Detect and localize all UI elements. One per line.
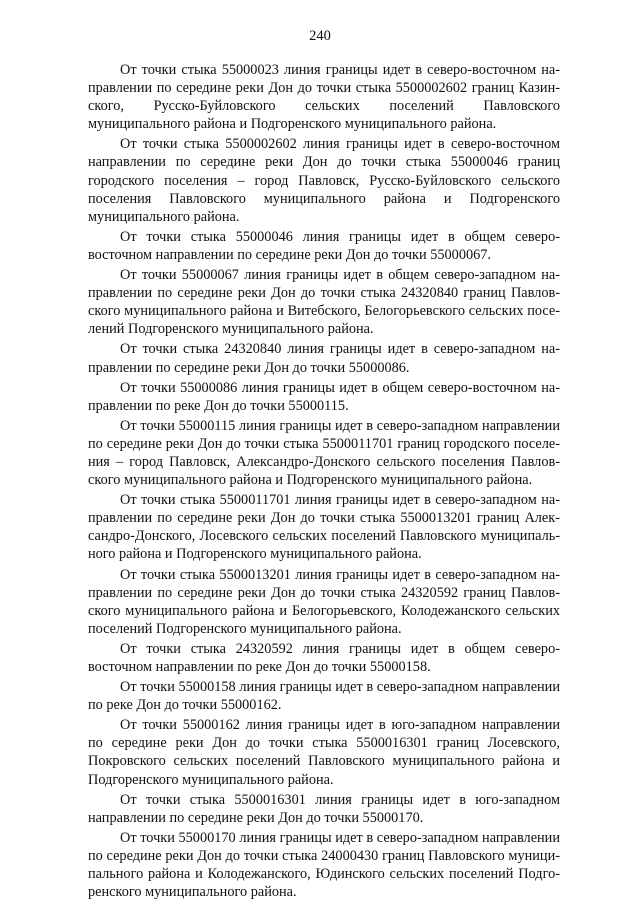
paragraph: От точки стыка 55000023 линия границы идет в северо-восточном направлении по середине реки Дон до точки стыка 5500002602 границ Казинского, Русско-Буйловского сельских поселений Павловского муниципального района и Подгоренского муниципального района. [88,62,560,133]
paragraph: От точки стыка 5500016301 линия границы идет в юго-западном направлении по середине реки Дон до точки 55000170. [88,791,560,826]
paragraph: От точки стыка 5500013201 линия границы идет в северо-западном направлении по середине реки Дон до точки стыка 24320592 границ Павловского муниципального района и Белогорьевского, Колодежанского сельских поселений Подгоренского муниципального района. [88,566,560,637]
paragraph: От точки 55000115 линия границы идет в северо-западном направлении по середине реки Дон до точки стыка 5500011701 границ городского поселения – город Павловск, Александро-Донского сельского поселения Павловского муниципального района и Подгоренского муниципального района. [88,417,560,489]
paragraph: От точки стыка 5500011701 линия границы идет в северо-западном направлении по середине реки Дон до точки стыка 5500013201 границ Александро-Донского, Лосевского сельских поселений Павловского муниципального района и Подгоренского муниципального района. [88,492,560,563]
paragraph: От точки 55000170 линия границы идет в северо-западном направлении по середине реки Дон до точки стыка 24000430 границ Павловского муниципального района и Колодежанского, Юдинского сельских поселений Подгоренского муниципального района. [88,829,560,901]
page-number: 240 [309,28,331,44]
paragraph: От точки 55000067 линия границы идет в общем северо-западном направлении по середине реки Дон до точки стыка 24320840 границ Павловского муниципального района и Витебского, Белогорьевского сельских поселений Подгоренского муниципального района. [88,267,560,338]
paragraph: От точки 55000158 линия границы идет в северо-западном направлении по реке Дон до точки 55000162. [88,679,560,714]
document-body [88,61,560,903]
paragraph: От точки стыка 55000046 линия границы идет в общем северо-восточном направлении по середине реки Дон до точки 55000067. [88,228,560,263]
paragraph: От точки 55000086 линия границы идет в общем северо-восточном направлении по реке Дон до точки 55000115. [88,379,560,414]
paragraph: От точки стыка 24320592 линия границы идет в общем северовосточном направлении по реке Дон до точки 55000158. [88,640,560,675]
paragraph: От точки стыка 5500002602 линия границы идет в северо-восточном направлении по середине реки Дон до точки стыка 55000046 границ городского поселения – город Павловск, Русско-Буйловского сельского поселения Павловского муниципального района и Подгоренского муниципального района. [88,136,560,225]
paragraph: От точки стыка 24320840 линия границы идет в северо-западном направлении по середине реки Дон до точки 55000086. [88,341,560,376]
paragraph: От точки 55000162 линия границы идет в юго-западном направлении по середине реки Дон до точки стыка 5500016301 границ Лосевского, Покровского сельских поселений Павловского муниципального района и Подгоренского муниципального района. [88,717,560,788]
